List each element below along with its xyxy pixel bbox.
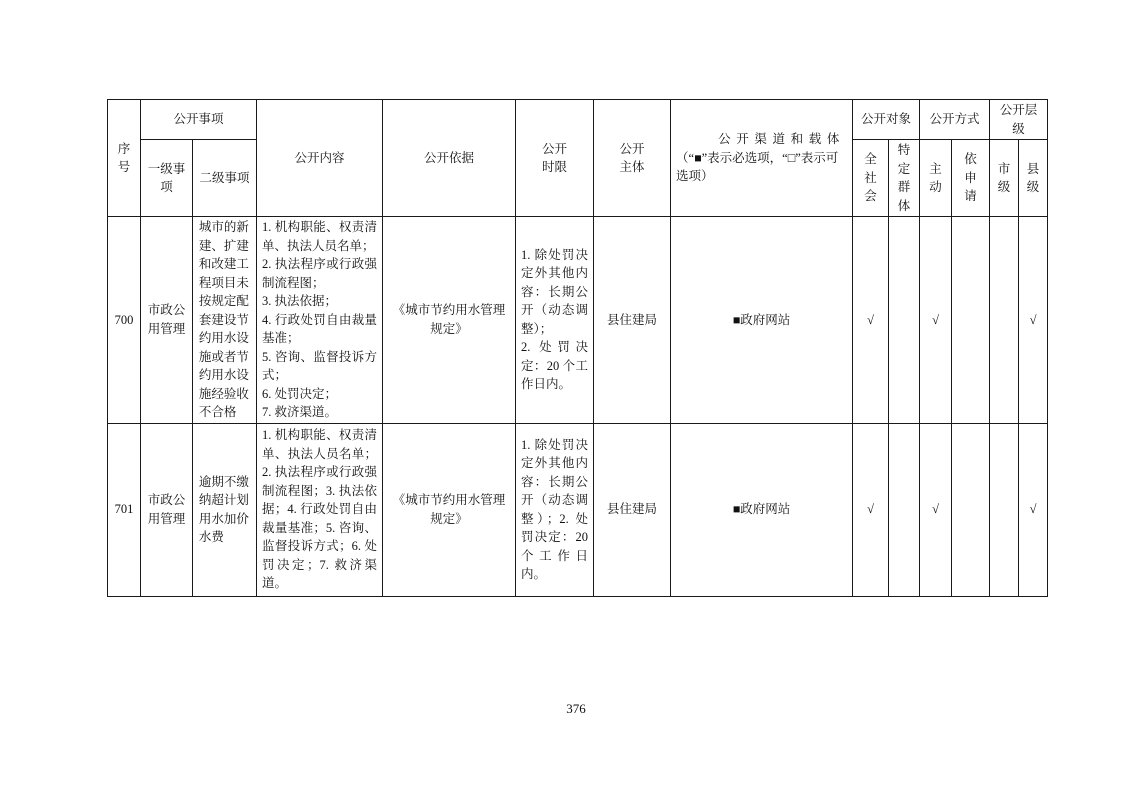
level1-item-text: 市政公用管理 xyxy=(147,493,186,526)
subject-cell: 县住建局 xyxy=(594,423,671,596)
header-county-level xyxy=(1019,140,1048,217)
header-method-label: 公开方式 xyxy=(929,112,980,127)
header-content-label: 公开内容 xyxy=(294,150,345,165)
content-line: 2. 执法程序或行政强制流程图； xyxy=(262,257,378,290)
level2-item-text: 逾期不缴纳超计划用水加价水费 xyxy=(198,474,249,544)
level2-item-text: 城市的新建、扩建和改建工程项目未按规定配套建设节约用水设施或者节约用水设施经验收不合格 xyxy=(198,220,249,419)
disclosure-table xyxy=(107,99,1048,597)
header-serial-no xyxy=(108,100,141,217)
time-limit-line: 2. 处罚决定：20 个工作日内。 xyxy=(521,340,589,392)
header-level xyxy=(990,100,1048,140)
city-level-cell xyxy=(990,217,1019,424)
county-level-cell: √ xyxy=(1019,423,1048,596)
content-cell xyxy=(257,423,383,596)
on-request-cell xyxy=(952,423,990,596)
header-serial-no-label: 序号 xyxy=(117,141,131,174)
level1-item-text: 市政公用管理 xyxy=(147,303,186,336)
all-society-cell: √ xyxy=(853,217,889,424)
level2-item-cell xyxy=(193,217,257,424)
content-line: 3. 执法依据； xyxy=(262,294,338,308)
content-line: 4. 行政处罚自由裁量基准； xyxy=(262,312,378,345)
page-number: 376 xyxy=(566,701,586,716)
content-line: 1. 机构职能、权责清单、执法人员名单； xyxy=(262,220,378,253)
header-all-society-label: 全社会 xyxy=(864,152,877,204)
content-line: 7. 救济渠道。 xyxy=(262,405,338,419)
content-line: 6. 处罚决定； xyxy=(262,386,338,401)
time-limit-cell xyxy=(516,217,594,424)
header-level1-item xyxy=(141,140,193,217)
time-limit-cell xyxy=(516,423,594,596)
header-channel-note: （“■”表示必选项，“□”表示可选项） xyxy=(676,150,839,184)
header-active-label: 主动 xyxy=(929,161,942,194)
header-disclosure-item-label: 公开事项 xyxy=(173,112,224,127)
level1-item-cell xyxy=(141,217,193,424)
level1-item-cell xyxy=(141,423,193,596)
content-line: 1. 机构职能、权责清单、执法人员名单；2. 执法程序或行政强制流程图；3. 执法依据；4. 行政处罚自由裁量基准；5. 咨询、监督投诉方式；6. 处罚决定；7. 救济渠道。 xyxy=(262,428,378,591)
active-cell: √ xyxy=(920,423,952,596)
serial-no-cell: 701 xyxy=(108,423,141,596)
city-level-cell xyxy=(990,423,1019,596)
content-line: 5. 咨询、监督投诉方式； xyxy=(262,349,378,382)
header-specific-group xyxy=(889,140,920,217)
level2-item-cell xyxy=(193,423,257,596)
header-channel xyxy=(671,100,853,217)
specific-group-cell xyxy=(889,217,920,424)
header-level2-item xyxy=(193,140,257,217)
header-on-request xyxy=(952,140,990,217)
header-subject xyxy=(594,100,671,217)
channel-cell: ■政府网站 xyxy=(671,423,853,596)
channel-cell: ■政府网站 xyxy=(671,217,853,424)
header-county-level-label: 县级 xyxy=(1026,161,1040,194)
specific-group-cell xyxy=(889,423,920,596)
header-level-label: 公开层级 xyxy=(999,103,1038,136)
header-time-limit xyxy=(516,100,594,217)
table-row xyxy=(108,423,1048,596)
header-basis xyxy=(383,100,516,217)
basis-cell: 《城市节约用水管理规定》 xyxy=(383,217,516,424)
serial-no-cell: 700 xyxy=(108,217,141,424)
header-row-1 xyxy=(108,100,1048,140)
time-limit-line: 1. 除处罚决定外其他内容：长期公开（动态调整）； xyxy=(521,247,589,336)
county-level-cell: √ xyxy=(1019,217,1048,424)
on-request-cell xyxy=(952,217,990,424)
table-row xyxy=(108,217,1048,424)
time-limit-line: 1. 除处罚决定外其他内容：长期公开（动态调整）；2. 处罚决定：20 个工作日内。 xyxy=(521,437,589,581)
header-method xyxy=(920,100,990,140)
header-audience xyxy=(853,100,920,140)
header-channel-title: 公开渠道和载体 xyxy=(718,132,845,147)
header-audience-label: 公开对象 xyxy=(861,112,912,127)
subject-cell: 县住建局 xyxy=(594,217,671,424)
header-disclosure-item xyxy=(141,100,257,140)
header-all-society xyxy=(853,140,889,217)
header-level2-item-label: 二级事项 xyxy=(199,170,250,185)
content-cell xyxy=(257,217,383,424)
active-cell: √ xyxy=(920,217,952,424)
header-basis-label: 公开依据 xyxy=(424,150,475,165)
header-active xyxy=(920,140,952,217)
header-level1-item-label: 一级事项 xyxy=(147,161,186,194)
header-subject-label: 公开主体 xyxy=(619,141,645,174)
header-city-level xyxy=(990,140,1019,217)
all-society-cell: √ xyxy=(853,423,889,596)
header-on-request-label: 依申请 xyxy=(964,152,977,204)
header-content xyxy=(257,100,383,217)
header-city-level-label: 市级 xyxy=(997,161,1011,194)
basis-cell: 《城市节约用水管理规定》 xyxy=(383,423,516,596)
header-specific-group-label: 特定群体 xyxy=(897,143,911,213)
header-time-limit-label: 公开时限 xyxy=(542,141,568,174)
